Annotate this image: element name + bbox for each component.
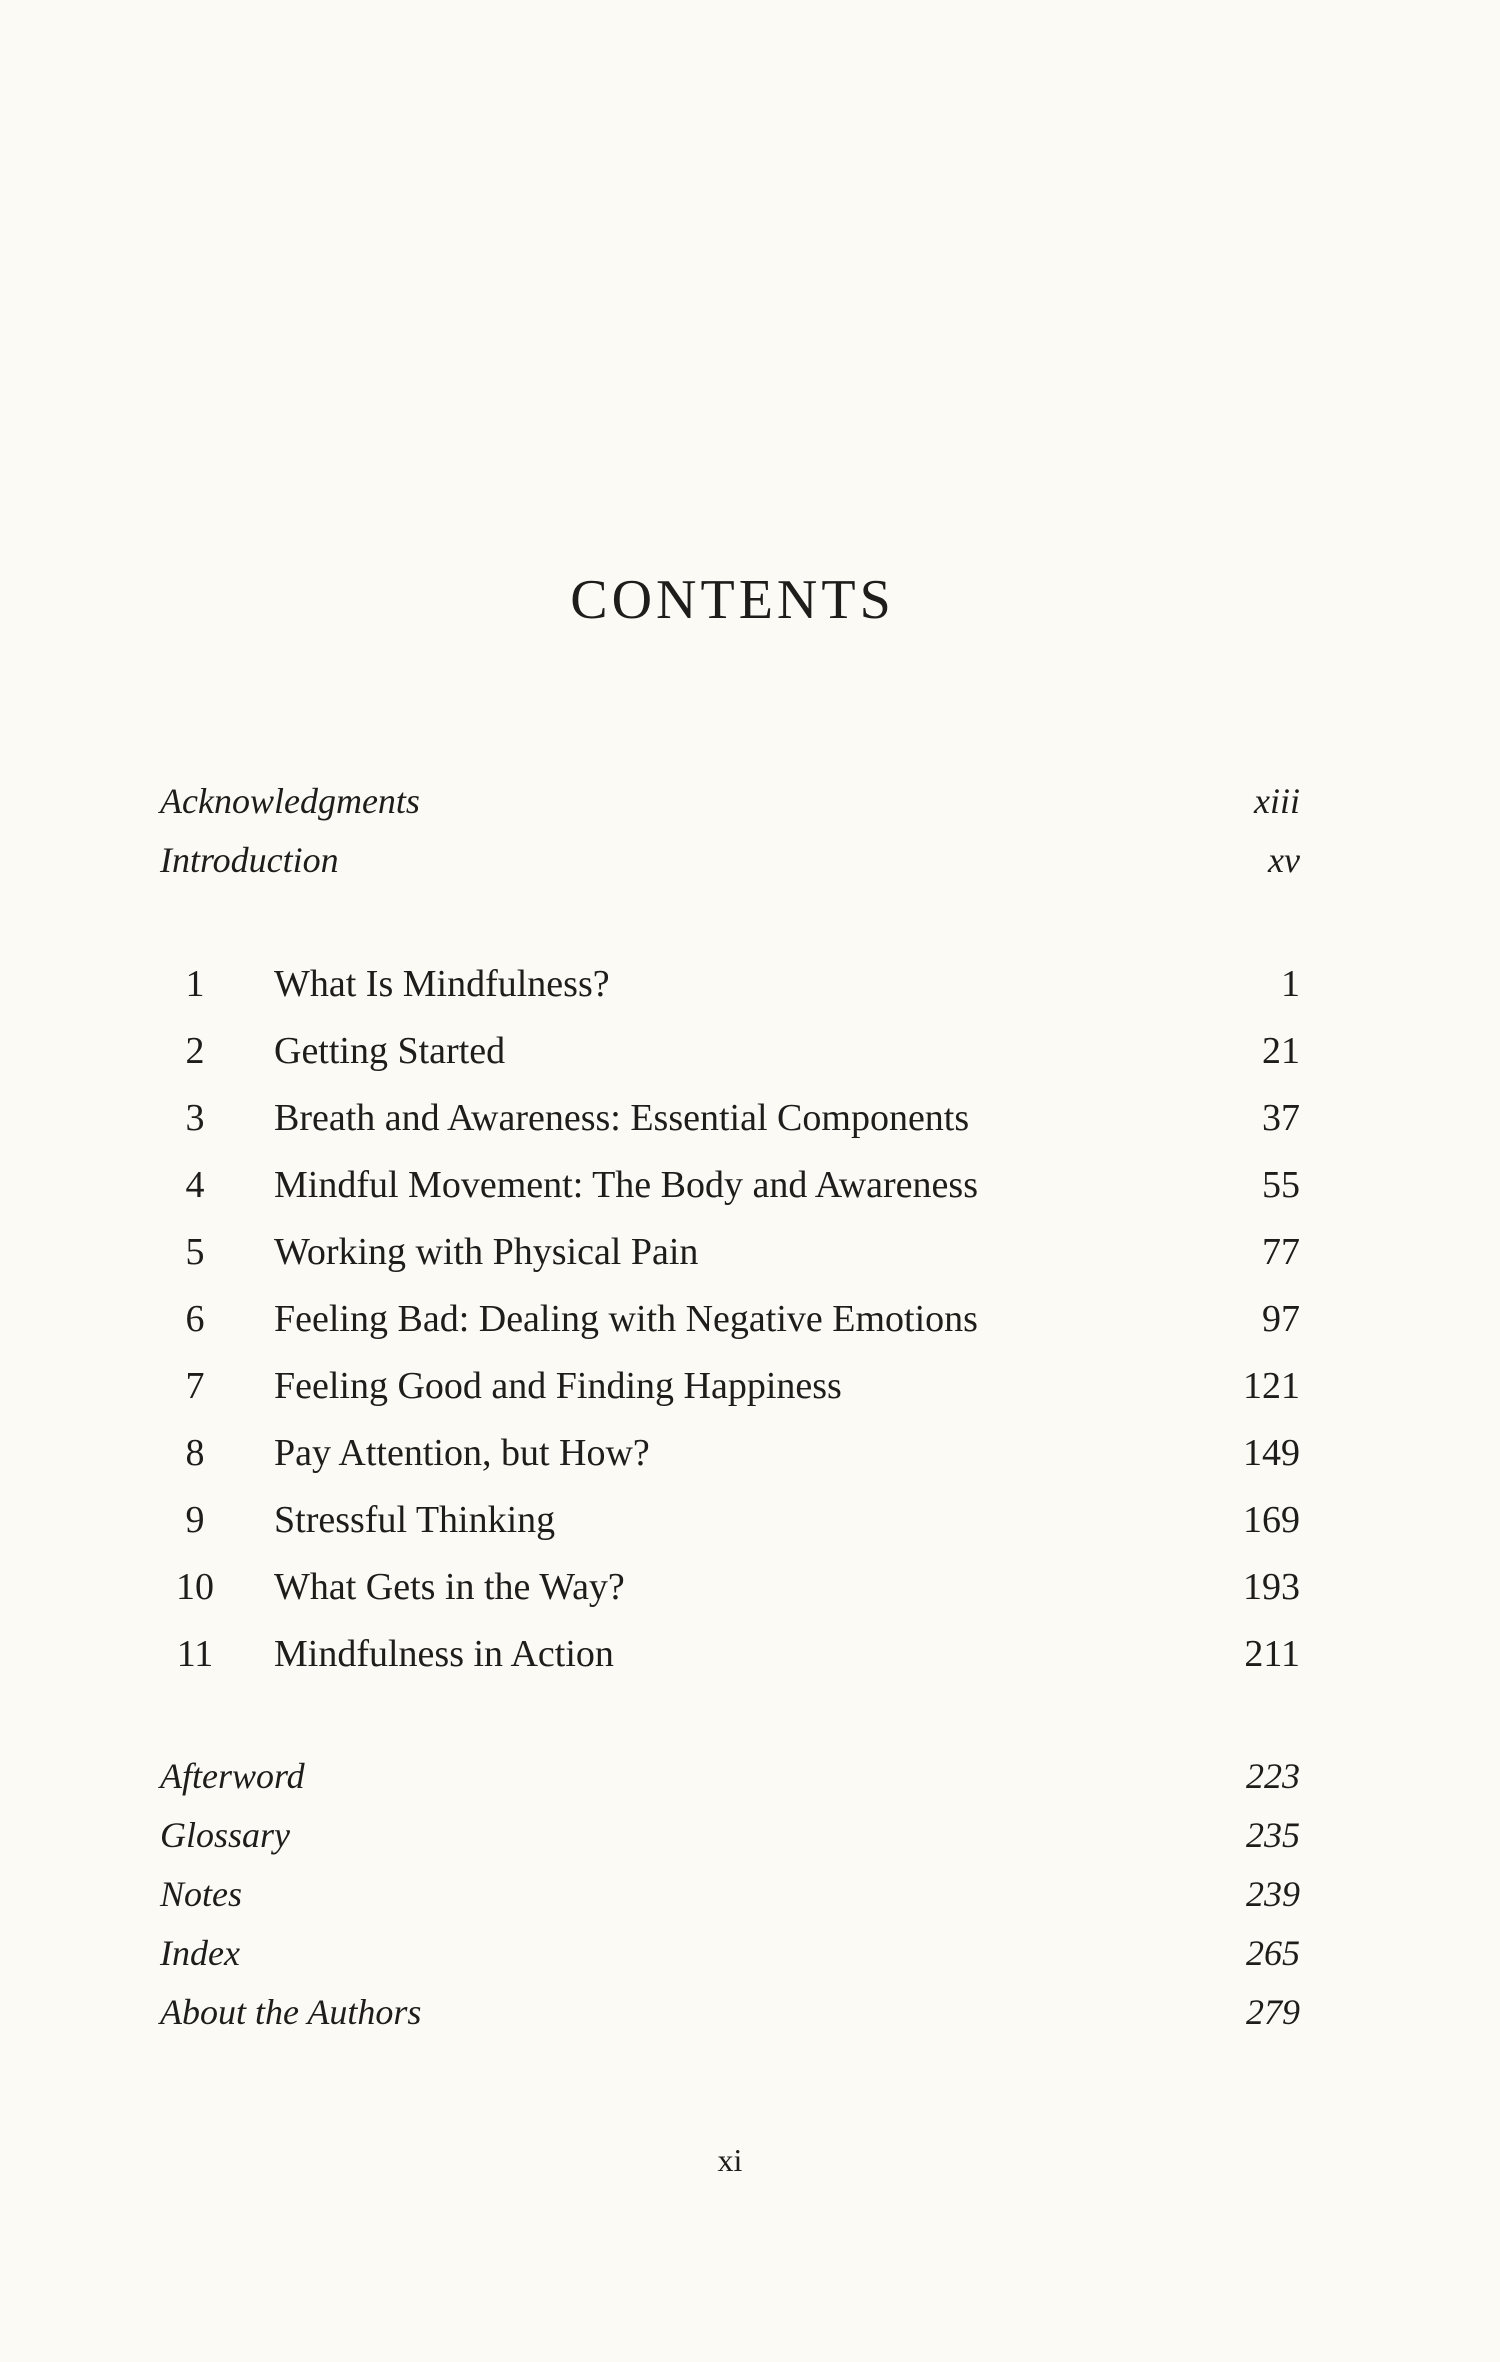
chapter-item xyxy=(0,1090,1500,1146)
chapter-item xyxy=(0,1425,1500,1481)
back-matter-item xyxy=(0,1925,1500,1981)
chapter-title: What Gets in the Way? xyxy=(274,1566,625,1608)
chapter-item xyxy=(0,1291,1500,1347)
entry-label: About the Authors xyxy=(160,1992,422,2032)
chapter-item xyxy=(0,1492,1500,1548)
chapter-item xyxy=(0,1023,1500,1079)
entry-label: Glossary xyxy=(160,1815,291,1855)
chapter-page: 1 xyxy=(1281,963,1300,1005)
chapter-page: 21 xyxy=(1262,1030,1300,1072)
chapter-page: 77 xyxy=(1262,1231,1300,1273)
chapter-number: 9 xyxy=(185,1499,205,1541)
chapter-number: 1 xyxy=(185,963,205,1005)
chapter-title: Pay Attention, but How? xyxy=(274,1432,650,1474)
chapter-item xyxy=(0,1626,1500,1682)
entry-label: Notes xyxy=(160,1874,243,1914)
chapter-page: 97 xyxy=(1262,1298,1300,1340)
entry-page: xv xyxy=(1268,840,1300,880)
chapter-item xyxy=(0,1358,1500,1414)
entry-page: 279 xyxy=(1246,1992,1300,2032)
chapter-page: 37 xyxy=(1262,1097,1300,1139)
chapter-number: 5 xyxy=(185,1231,205,1273)
back-matter-item xyxy=(0,1866,1500,1922)
front-matter-item xyxy=(0,773,1500,829)
entry-label: Afterword xyxy=(160,1756,305,1796)
chapter-number: 11 xyxy=(176,1633,214,1675)
chapter-number: 4 xyxy=(185,1164,205,1206)
back-matter-item xyxy=(0,1807,1500,1863)
front-matter-item xyxy=(0,832,1500,888)
chapter-page: 169 xyxy=(1243,1499,1300,1541)
chapter-title: What Is Mindfulness? xyxy=(274,963,610,1005)
page-title: CONTENTS xyxy=(570,569,895,631)
chapter-title: Feeling Bad: Dealing with Negative Emotions xyxy=(274,1298,978,1340)
chapter-number: 2 xyxy=(185,1030,205,1072)
back-matter-item xyxy=(0,1984,1500,2040)
entry-page: 223 xyxy=(1246,1756,1300,1796)
entry-label: Acknowledgments xyxy=(160,781,420,821)
chapter-number: 6 xyxy=(185,1298,205,1340)
back-matter-item xyxy=(0,1748,1500,1804)
chapter-item xyxy=(0,1224,1500,1280)
chapter-page: 121 xyxy=(1243,1365,1300,1407)
entry-page: 265 xyxy=(1246,1933,1300,1973)
chapter-title: Mindfulness in Action xyxy=(274,1633,614,1675)
chapter-page: 149 xyxy=(1243,1432,1300,1474)
chapter-page: 211 xyxy=(1244,1633,1300,1675)
entry-label: Index xyxy=(160,1933,240,1973)
chapter-number: 3 xyxy=(185,1097,205,1139)
entry-page: 235 xyxy=(1246,1815,1300,1855)
chapter-number: 8 xyxy=(185,1432,205,1474)
chapter-number: 10 xyxy=(176,1566,214,1608)
page-folio: xi xyxy=(717,2142,743,2178)
chapter-item xyxy=(0,956,1500,1012)
chapter-page: 55 xyxy=(1262,1164,1300,1206)
chapter-page: 193 xyxy=(1243,1566,1300,1608)
chapter-title: Stressful Thinking xyxy=(274,1499,556,1541)
chapter-item xyxy=(0,1559,1500,1615)
chapter-title: Working with Physical Pain xyxy=(274,1231,699,1273)
chapter-item xyxy=(0,1157,1500,1213)
chapter-title: Breath and Awareness: Essential Components xyxy=(274,1097,970,1139)
chapter-title: Mindful Movement: The Body and Awareness xyxy=(274,1164,978,1206)
chapter-title: Getting Started xyxy=(274,1030,506,1072)
entry-page: 239 xyxy=(1246,1874,1300,1914)
chapter-number: 7 xyxy=(185,1365,205,1407)
chapter-title: Feeling Good and Finding Happiness xyxy=(274,1365,842,1407)
entry-page: xiii xyxy=(1254,781,1300,821)
entry-label: Introduction xyxy=(160,840,339,880)
